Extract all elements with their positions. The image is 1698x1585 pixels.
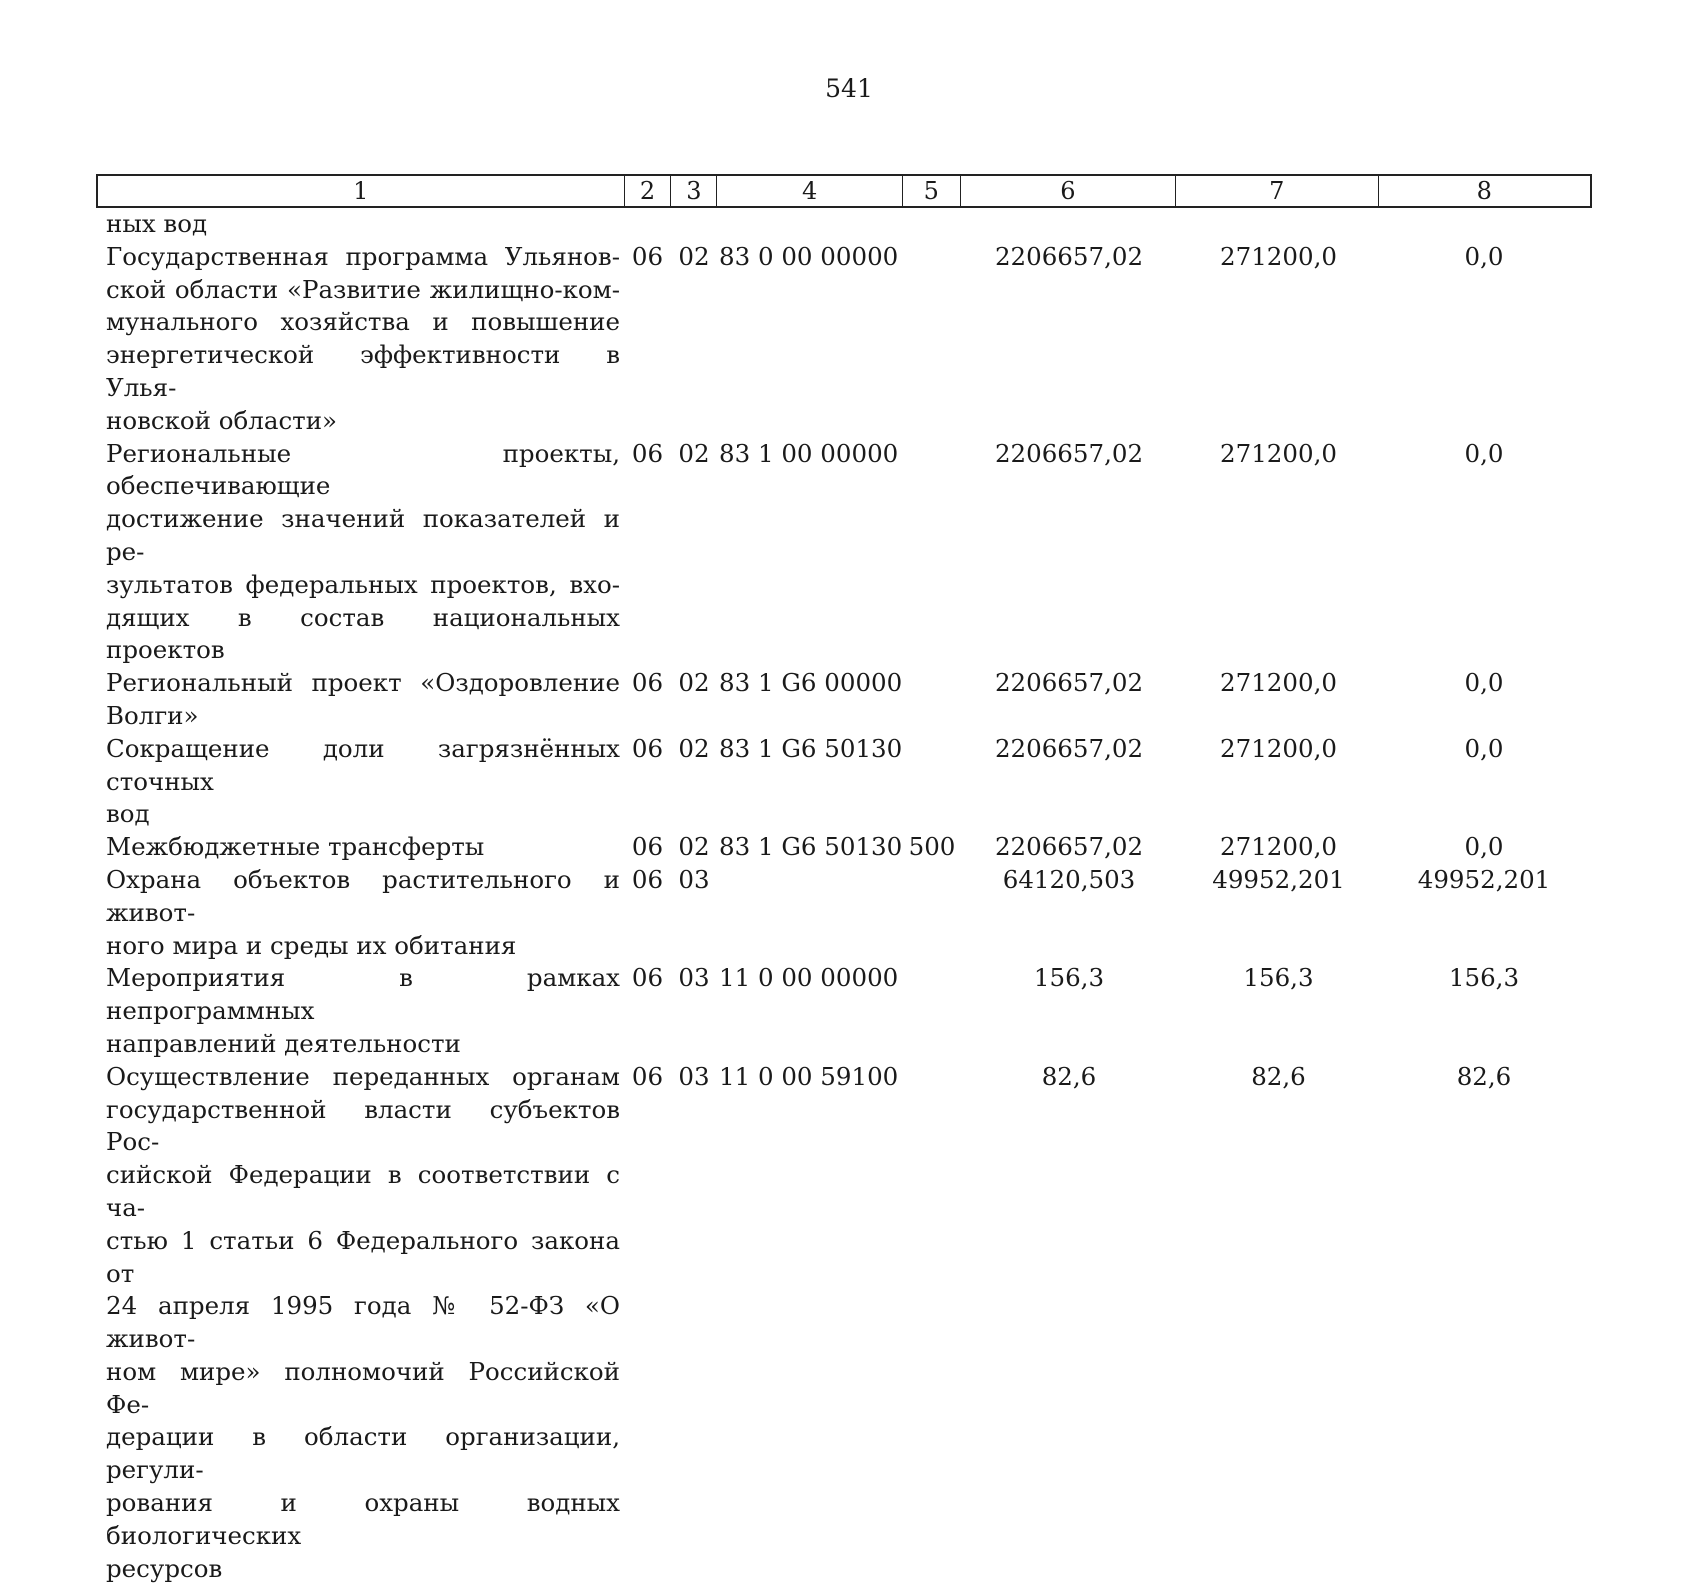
row-name-line: государственной власти субъектов Рос- — [106, 1094, 620, 1157]
amount-col7-cell: 82,6 — [1251, 1061, 1306, 1091]
amount-col7-cell: 271200,0 — [1220, 832, 1337, 862]
amount-col7-cell: 271200,0 — [1220, 733, 1337, 763]
section-code-cell: 06 — [631, 438, 664, 468]
expense-type-code-cell — [903, 1061, 961, 1585]
row-name-line: энергетической эффективности в Улья- — [106, 340, 620, 402]
column-number-header — [96, 174, 1592, 208]
table-row — [96, 733, 1592, 831]
row-name-line: новской области» — [106, 405, 338, 435]
subsection-code-cell: 02 — [678, 733, 710, 763]
amount-col7-cell: 156,3 — [1243, 963, 1314, 993]
table-row — [96, 1061, 1592, 1585]
amount-col8-cell: 0,0 — [1464, 733, 1504, 763]
row-name-cell — [96, 864, 624, 962]
target-item-code-cell: 83 0 00 00000 — [719, 241, 899, 271]
amount-col6-cell: 156,3 — [1033, 963, 1105, 993]
row-name-cell — [96, 438, 624, 668]
row-name-cell — [96, 1061, 624, 1585]
page-number: 541 — [825, 74, 873, 103]
column-header-1: 1 — [98, 176, 625, 206]
amount-col8-cell: 0,0 — [1464, 668, 1504, 698]
row-name-line: сийской Федерации в соответствии с ча- — [106, 1160, 620, 1222]
column-header-6: 6 — [961, 176, 1176, 206]
amount-col7-cell: 49952,201 — [1212, 864, 1345, 894]
row-name-line: рования и охраны водных биологических — [106, 1488, 620, 1550]
row-name-line: ской области «Развитие жилищно-ком- — [106, 274, 620, 304]
subsection-code-cell: 02 — [678, 832, 710, 862]
amount-col7-cell: 271200,0 — [1220, 241, 1337, 271]
row-name-line: Региональный проект «Оздоровление — [106, 668, 620, 698]
section-code-cell: 06 — [631, 1061, 664, 1091]
column-header-4: 4 — [717, 176, 903, 206]
row-name-line: Государственная программа Ульянов- — [106, 241, 620, 271]
row-name-cell — [96, 241, 624, 438]
column-header-3: 3 — [671, 176, 717, 206]
expense-type-code-cell — [903, 733, 961, 831]
row-name-line: вод — [106, 799, 150, 829]
column-header-7: 7 — [1176, 176, 1378, 206]
section-code-cell: 06 — [631, 241, 664, 271]
amount-col6-cell: 2206657,02 — [994, 668, 1144, 698]
section-code-cell: 06 — [631, 864, 664, 894]
row-name-line: Мероприятия в рамках непрограммных — [106, 963, 620, 1026]
row-name-line: стью 1 статьи 6 Федерального закона от — [106, 1225, 620, 1288]
row-name-line: Сокращение доли загрязнённых сточных — [106, 733, 620, 796]
target-item-code-cell — [717, 208, 903, 241]
row-name-line: дящих в состав национальных проектов — [106, 602, 620, 665]
amount-col6-cell: 64120,503 — [1002, 864, 1136, 894]
row-name-line: ном мире» полномочий Российской Фе- — [106, 1356, 620, 1419]
amount-col7-cell: 271200,0 — [1220, 668, 1337, 698]
table-row — [96, 208, 1592, 241]
row-name-cell — [96, 667, 624, 733]
amount-col8-cell — [1380, 208, 1588, 241]
row-name-line: 24 апреля 1995 года № 52-ФЗ «О живот- — [106, 1291, 620, 1354]
amount-col6-cell — [961, 208, 1177, 241]
row-name-line: мунального хозяйства и повышение — [106, 307, 620, 337]
row-name-line: ресурсов — [106, 1553, 223, 1583]
target-item-code-cell — [717, 864, 903, 962]
amount-col6-cell: 2206657,02 — [994, 832, 1144, 862]
expense-type-code-cell — [903, 241, 961, 438]
target-item-code-cell: 83 1 G6 50130 — [719, 832, 903, 862]
table-row — [96, 831, 1592, 864]
row-name-line: Межбюджетные трансферты — [106, 832, 485, 862]
table-row — [96, 241, 1592, 438]
subsection-code-cell: 02 — [678, 438, 710, 468]
amount-col8-cell: 49952,201 — [1417, 864, 1551, 894]
amount-col8-cell: 0,0 — [1464, 832, 1504, 862]
table-row — [96, 962, 1592, 1060]
amount-col6-cell: 2206657,02 — [994, 241, 1144, 271]
amount-col8-cell: 0,0 — [1464, 438, 1504, 468]
section-code-cell: 06 — [631, 733, 664, 763]
row-name-line: достижение значений показателей и ре- — [106, 504, 620, 566]
subsection-code-cell: 02 — [678, 668, 710, 698]
amount-col8-cell: 0,0 — [1464, 241, 1504, 271]
expense-type-code-cell — [903, 864, 961, 962]
column-header-8: 8 — [1476, 177, 1492, 205]
expense-type-code-cell — [903, 667, 961, 733]
column-header-2: 2 — [625, 176, 672, 206]
row-name-line: Охрана объектов растительного и живот- — [106, 864, 620, 927]
target-item-code-cell: 83 1 G6 50130 — [719, 733, 903, 763]
row-name-cell — [96, 733, 624, 831]
amount-col6-cell: 2206657,02 — [994, 438, 1144, 468]
row-name-line: Осуществление переданных органам — [106, 1061, 620, 1091]
row-name-line: Региональные проекты, обеспечивающие — [106, 438, 620, 501]
target-item-code-cell: 83 1 G6 00000 — [719, 668, 903, 698]
amount-col8-cell: 82,6 — [1456, 1061, 1512, 1091]
expense-type-code-cell — [903, 438, 961, 668]
subsection-code-cell: 03 — [678, 1061, 710, 1091]
target-item-code-cell: 11 0 00 00000 — [719, 963, 899, 993]
target-item-code-cell: 83 1 00 00000 — [719, 438, 899, 468]
row-name-line: Волги» — [106, 700, 199, 730]
subsection-code-cell — [671, 208, 717, 241]
row-name-line: ного мира и среды их обитания — [106, 930, 517, 960]
row-name-line: ных вод — [106, 209, 208, 238]
row-name-line: направлений деятельности — [106, 1028, 461, 1058]
row-name-line: зультатов федеральных проектов, вхо- — [106, 569, 620, 599]
table-row — [96, 667, 1592, 733]
row-name-line: дерации в области организации, регули- — [106, 1422, 620, 1485]
row-name-cell — [96, 208, 624, 241]
section-code-cell: 06 — [631, 963, 664, 993]
row-name-cell — [96, 962, 624, 1060]
subsection-code-cell: 02 — [678, 241, 710, 271]
section-code-cell — [624, 208, 671, 241]
subsection-code-cell: 03 — [678, 864, 710, 894]
amount-col8-cell: 156,3 — [1448, 963, 1520, 993]
subsection-code-cell: 03 — [678, 963, 710, 993]
amount-col7-cell — [1177, 208, 1380, 241]
row-name-cell — [96, 831, 624, 864]
table-row — [96, 864, 1592, 962]
section-code-cell: 06 — [631, 668, 664, 698]
budget-table-body — [96, 208, 1592, 1585]
expense-type-code-cell: 500 — [908, 832, 956, 862]
column-header-5: 5 — [903, 176, 961, 206]
amount-col7-cell: 271200,0 — [1220, 438, 1337, 468]
expense-type-code-cell — [903, 208, 961, 241]
section-code-cell: 06 — [631, 832, 664, 862]
amount-col6-cell: 82,6 — [1041, 1061, 1097, 1091]
expense-type-code-cell — [903, 962, 961, 1060]
table-row — [96, 438, 1592, 668]
amount-col6-cell: 2206657,02 — [994, 733, 1144, 763]
target-item-code-cell: 11 0 00 59100 — [719, 1061, 899, 1091]
